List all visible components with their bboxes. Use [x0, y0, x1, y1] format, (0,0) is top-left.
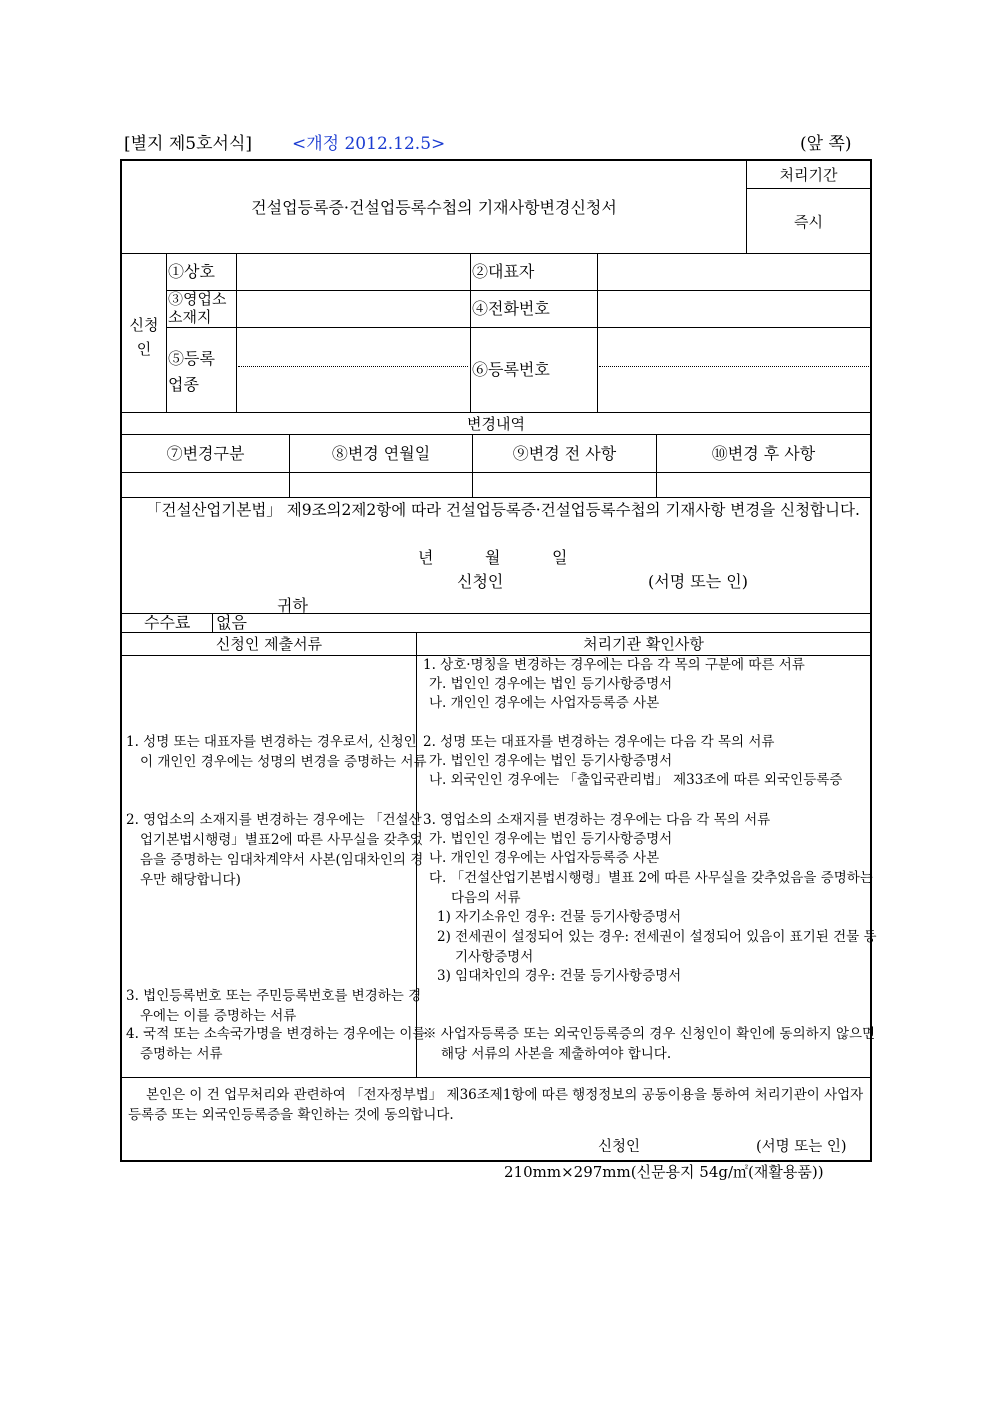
right-doc-line: 1. 상호·명칭을 변경하는 경우에는 다음 각 목의 구분에 따른 서류 [423, 657, 805, 673]
right-doc-line: 가. 법인인 경우에는 법인 등기사항증명서 [429, 676, 673, 692]
left-doc-item: 3. 법인등록번호 또는 주민등록번호를 변경하는 경우에는 이를 증명하는 서류 [126, 988, 422, 1024]
right-doc-line: 가. 법인인 경우에는 법인 등기사항증명서 [429, 831, 673, 847]
right-doc-header: 처리기관 확인사항 [583, 635, 704, 653]
left-doc-item: 2. 영업소의 소재지를 변경하는 경우에는 「건설산업기본법시행령」별표2에 따른 사무실을 갖추었음을 증명하는 임대차계약서 사본(임대차인의 경우만 해당합니다) [126, 812, 424, 888]
dotted-line [238, 366, 468, 367]
divider [166, 253, 167, 412]
right-doc-line: 나. 개인인 경우에는 사업자등록증 사본 [429, 695, 660, 711]
right-doc-line: 1) 자기소유인 경우: 건물 등기사항증명서 [437, 909, 682, 925]
form-title: 건설업등록증·건설업등록수첩의 기재사항변경신청서 [251, 198, 617, 217]
right-doc-line: 3. 영업소의 소재지를 변경하는 경우에는 다음 각 목의 서류 [423, 812, 771, 828]
fee-value: 없음 [216, 613, 247, 632]
revision-note: <개정 2012.12.5> [292, 134, 446, 154]
divider [120, 253, 872, 254]
divider [120, 1077, 872, 1078]
declaration-signature[interactable]: (서명 또는 인) [648, 572, 748, 591]
form-label: [별지 제5호서식] [124, 134, 253, 154]
paper-spec: 210mm×297mm(신문용지 54g/㎡(재활용품)) [504, 1163, 824, 1181]
divider [470, 253, 471, 412]
date-year: 년 [418, 548, 434, 567]
consent-signature[interactable]: (서명 또는 인) [756, 1139, 847, 1155]
right-doc-line: 가. 법인인 경우에는 법인 등기사항증명서 [429, 753, 673, 769]
divider [236, 253, 237, 412]
changes-section-title: 변경내역 [467, 415, 525, 433]
right-doc-line: 2) 전세권이 설정되어 있는 경우: 전세권이 설정되어 있음이 표기된 건물 등기사항증명서 [437, 929, 877, 965]
declaration-applicant-label: 신청인 [457, 572, 504, 591]
frame-top [120, 159, 872, 161]
divider [120, 472, 872, 473]
processing-value: 즉시 [794, 213, 823, 231]
left-doc-header: 신청인 제출서류 [215, 635, 323, 653]
consent-applicant-label: 신청인 [598, 1139, 641, 1155]
page-side: (앞 쪽) [800, 134, 852, 154]
divider [120, 434, 872, 435]
right-doc-note: ※ 사업자등록증 또는 외국인등록증의 경우 신청인이 확인에 동의하지 않으면 해당 서류의 사본을 제출하여야 합니다. [423, 1026, 876, 1062]
col-change-date: ⑧변경 연월일 [331, 444, 431, 463]
divider [166, 290, 870, 291]
registration-number-label: ⑥등록번호 [472, 360, 550, 379]
date-month: 월 [485, 548, 501, 567]
divider [746, 188, 870, 189]
right-doc-line: 나. 개인인 경우에는 사업자등록증 사본 [429, 850, 660, 866]
left-doc-item: 1. 성명 또는 대표자를 변경하는 경우로서, 신청인이 개인인 경우에는 성명의 변경을 증명하는 서류 [126, 734, 427, 770]
right-doc-line: 다. 「건설산업기본법시행령」별표 2에 따른 사무실을 갖추었음을 증명하는 다음의 서류 [429, 870, 873, 906]
date-day: 일 [552, 548, 568, 567]
divider [120, 412, 872, 413]
fee-label: 수수료 [144, 613, 191, 632]
processing-label: 처리기간 [779, 166, 838, 184]
registered-business-label: ⑤등록 업종 [168, 349, 215, 394]
dotted-line [599, 366, 869, 367]
office-address-label: ③영업소 소재지 [168, 290, 227, 326]
col-after: ⑩변경 후 사항 [711, 444, 816, 463]
col-before: ⑨변경 전 사항 [512, 444, 617, 463]
frame-left [120, 159, 122, 1162]
divider [120, 632, 872, 633]
representative-label: ②대표자 [472, 262, 535, 281]
trade-name-label: ①상호 [168, 262, 215, 281]
right-doc-line: 2. 성명 또는 대표자를 변경하는 경우에는 다음 각 목의 서류 [423, 734, 775, 750]
declaration-text: 「건설산업기본법」 제9조의2제2항에 따라 건설업등록증·건설업등록수첩의 기재사항 변경을 신청합니다. [146, 501, 860, 519]
phone-label: ④전화번호 [472, 299, 550, 318]
divider [166, 327, 870, 328]
left-doc-item: 4. 국적 또는 소속국가명을 변경하는 경우에는 이를 증명하는 서류 [126, 1026, 426, 1062]
applicant-section-label: 신청 인 [129, 316, 159, 358]
frame-right [870, 159, 872, 1162]
col-change-type: ⑦변경구분 [166, 444, 245, 463]
divider [212, 613, 213, 632]
right-doc-line: 3) 임대차인의 경우: 건물 등기사항증명서 [437, 968, 682, 984]
addressee: 귀하 [277, 596, 308, 615]
divider [597, 253, 598, 412]
consent-text: 본인은 이 건 업무처리와 관련하여 「전자정부법」 제36조제1항에 따른 행정정보의 공동이용을 통하여 처리기관이 사업자등록증 또는 외국인등록증을 확인하는 것에 동의합니다. [128, 1087, 864, 1123]
right-doc-line: 나. 외국인인 경우에는 「출입국관리법」 제33조에 따른 외국인등록증 [429, 772, 843, 788]
